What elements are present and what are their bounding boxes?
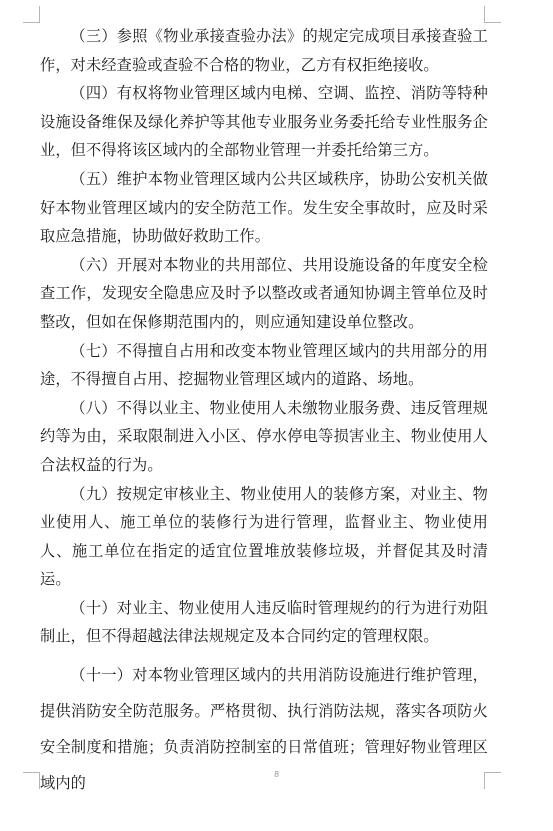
clause-8: （八）不得以业主、物业使用人未缴物业服务费、违反管理规约等为由，采取限制进入小区、停水停电等损害业主、物业使用人合法权益的行为。 xyxy=(40,398,488,474)
clause-10: （十）对业主、物业使用人违反临时管理规约的行为进行劝阻制止，但不得超越法律法规规定及本合同约定的管理权限。 xyxy=(40,598,488,646)
clause-7: （七）不得擅自占用和改变本物业管理区域内的共用部分的用途，不得擅自占用、挖掘物业管理区域内的道路、场地。 xyxy=(40,341,488,389)
document-body xyxy=(40,22,488,801)
clause-4: （四）有权将物业管理区域内电梯、空调、监控、消防等特种设施设备维保及绿化养护等其他专业服务业务委托给专业性服务企业，但不得将该区域内的全部物业管理一并委托给第三方。 xyxy=(40,84,488,160)
page-number: 8 xyxy=(273,770,280,779)
clause-5: （五）维护本物业管理区域内公共区域秩序，协助公安机关做好本物业管理区域内的安全防范工作。发生安全事故时，应及时采取应急措施，协助做好救助工作。 xyxy=(40,169,488,246)
clause-11: （十一）对本物业管理区域内的共用消防设施进行维护管理，提供消防安全防范服务。严格贯彻、执行消防法规，落实各项防火安全制度和措施；负责消防控制室的日常值班；管理好物业管理区域内的 xyxy=(40,666,488,793)
clause-9: （九）按规定审核业主、物业使用人的装修方案，对业主、物业使用人、施工单位的装修行为进行管理，监督业主、物业使用人、施工单位在指定的适宜位置堆放装修垃圾，并督促其及时清运。 xyxy=(40,484,488,589)
clause-6: （六）开展对本物业的共用部位、共用设施设备的年度安全检查工作，发现安全隐患应及时予以整改或者通知协调主管单位及时整改，但如在保修期范围内的，则应通知建设单位整改。 xyxy=(40,255,488,331)
clause-3: （三）参照《物业承接查验办法》的规定完成项目承接查验工作，对未经查验或查验不合格的物业，乙方有权拒绝接收。 xyxy=(40,27,488,74)
crop-mark-top-right xyxy=(484,6,501,23)
crop-mark-top-left xyxy=(23,6,40,23)
